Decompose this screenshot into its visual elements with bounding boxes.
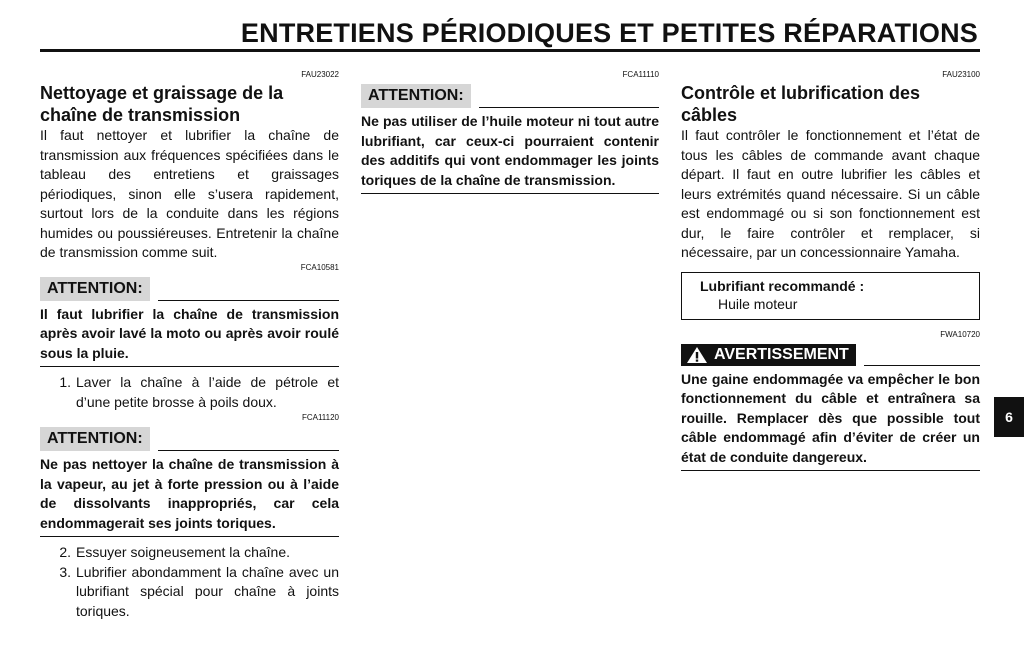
notice-rule — [158, 300, 339, 301]
step-number: 3. — [59, 563, 71, 580]
attention-label: ATTENTION: — [361, 84, 471, 108]
notice-code: FCA11120 — [301, 413, 339, 422]
attention-text: Il faut lubrifier la chaîne de transmission après avoir lavé la moto ou après avoir roulé sous la pluie. — [40, 301, 339, 368]
column-chain-maintenance — [40, 70, 339, 621]
section-code: FAU23022 — [301, 70, 339, 79]
section-code: FAU23100 — [942, 70, 980, 79]
list-item — [40, 543, 339, 563]
attention-text: Ne pas utiliser de l’huile moteur ni tout autre lubrifiant, car ceux-ci pourraient contenir des additifs qui vont endommager les joints toriques de la chaîne de transmission. — [361, 108, 659, 194]
section-title: Nettoyage et graissage de la chaîne de transmission — [40, 83, 284, 125]
recommended-lubricant-box — [681, 272, 980, 320]
lubricant-title: Lubrifiant recommandé : — [700, 277, 865, 294]
notice-code: FCA11110 — [622, 70, 659, 79]
warning-notice — [681, 344, 980, 366]
steps-list — [40, 373, 339, 412]
warning-label: AVERTISSEMENT — [714, 345, 849, 363]
column-oil-attention — [361, 70, 659, 194]
attention-label: ATTENTION: — [40, 427, 150, 451]
notice-rule — [479, 107, 659, 108]
attention-text: Ne pas nettoyer la chaîne de transmission à la vapeur, au jet à forte pression ou à l’aide de dissolvants inappropriés, car cela endommagerait ses joints toriques. — [40, 451, 339, 537]
list-item — [40, 563, 339, 622]
notice-code: FCA10581 — [300, 262, 339, 272]
chapter-tab: 6 — [994, 397, 1024, 437]
lubricant-value: Huile moteur — [718, 295, 798, 312]
section-title: Contrôle et lubrification des câbles — [681, 83, 921, 125]
page-title: ENTRETIENS PÉRIODIQUES ET PETITES RÉPARATIONS — [240, 18, 978, 48]
section-intro: Il faut nettoyer et lubrifier la chaîne de transmission aux fréquences spécifiées dans le tableau des entretiens et graissages périodiques, sinon elle s’usera rapidement, surtout lors de la conduite dans les régions humides ou poussiéreuses. Entretenir la chaîne de transmission comme suit. — [40, 127, 339, 260]
step-number: 1. — [59, 374, 71, 390]
list-item — [40, 373, 339, 412]
warning-text: Une gaine endommagée va empêcher le bon fonctionnement du câble et entraînera sa rouille. Remplacer dès que possible tout câble endommagé afin d’éviter de créer un état de conduite dangereux. — [681, 366, 980, 472]
notice-rule — [864, 365, 980, 366]
step-text: Essuyer soigneusement la chaîne. — [76, 544, 291, 560]
header-rule — [40, 49, 980, 52]
section-intro: Il faut contrôler le fonctionnement et l’état de tous les câbles de commande avant chaque départ. Il faut en outre lubrifier les câbles et leurs extrémités quand nécessaire. Si un câble est endommagé ou si son fonctionnement est dur, le faire contrôler et remplacer, si nécessaire, par un concessionnaire Yamaha. — [681, 127, 980, 260]
warning-label-box — [681, 344, 856, 366]
warning-triangle-icon — [686, 346, 708, 364]
attention-notice — [361, 84, 659, 108]
step-number: 2. — [59, 544, 71, 560]
attention-notice — [40, 427, 339, 451]
steps-list — [40, 543, 339, 621]
attention-notice — [40, 277, 339, 301]
step-text: Laver la chaîne à l’aide de pétrole et d’une petite brosse à poils doux. — [76, 374, 339, 410]
attention-label: ATTENTION: — [40, 277, 150, 301]
notice-rule — [158, 450, 339, 451]
warning-code: FWA10720 — [940, 329, 980, 339]
step-text: Lubrifier abondamment la chaîne avec un lubrifiant spécial pour chaîne à joints toriques. — [76, 563, 339, 619]
column-cables — [681, 70, 980, 471]
